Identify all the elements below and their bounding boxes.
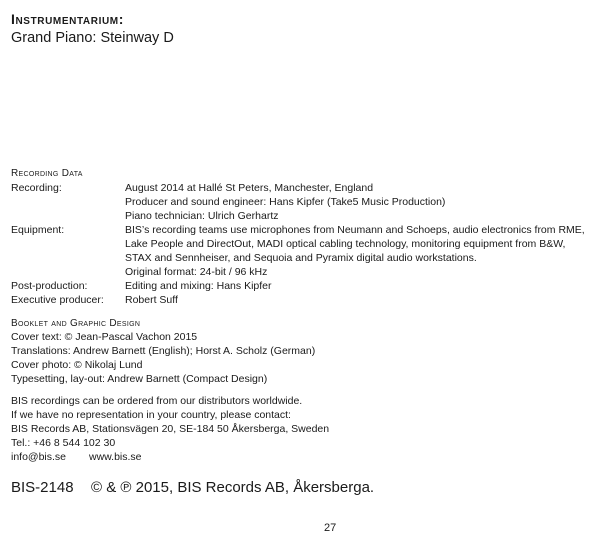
booklet-line: Translations: Andrew Barnett (English); Horst A. Scholz (German)	[11, 345, 316, 357]
booklet-line: Cover text: © Jean-Pascal Vachon 2015	[11, 331, 198, 343]
distribution-line: BIS Records AB, Stationsvägen 20, SE-184 50 Åkersberga, Sweden	[11, 423, 330, 435]
booklet-line: Typesetting, lay-out: Andrew Barnett (Compact Design)	[11, 373, 268, 385]
executive-producer-label: Executive producer:	[11, 294, 104, 306]
equipment-line: Lake People and DirectOut, MADI optical cabling technology, monitoring equipment from B&W,	[125, 238, 566, 250]
page-number: 27	[324, 522, 337, 534]
instrumentarium-text: Grand Piano: Steinway D	[11, 30, 174, 46]
recording-line: August 2014 at Hallé St Peters, Manchester, England	[125, 182, 374, 194]
post-production-line: Editing and mixing: Hans Kipfer	[125, 280, 272, 292]
equipment-line: STAX and Sennheiser, and Sequoia and Pyramix digital audio workstations.	[125, 252, 477, 264]
executive-producer-line: Robert Suff	[125, 294, 178, 306]
booklet-heading: Booklet and Graphic Design	[11, 318, 141, 329]
recording-data-heading: Recording Data	[11, 168, 83, 179]
equipment-line: BIS’s recording teams use microphones from Neumann and Schoeps, audio electronics from RME,	[125, 224, 585, 236]
recording-line: Piano technician: Ulrich Gerhartz	[125, 210, 279, 222]
booklet-line: Cover photo: © Nikolaj Lund	[11, 359, 143, 371]
website-link[interactable]: www.bis.se	[89, 451, 142, 463]
instrumentarium-heading: Instrumentarium:	[11, 11, 124, 27]
equipment-line: Original format: 24-bit / 96 kHz	[125, 266, 268, 278]
recording-line: Producer and sound engineer: Hans Kipfer (Take5 Music Production)	[125, 196, 446, 208]
recording-label: Recording:	[11, 182, 62, 194]
distribution-line: Tel.: +46 8 544 102 30	[11, 437, 116, 449]
distribution-line: BIS recordings can be ordered from our distributors worldwide.	[11, 395, 303, 407]
email-link[interactable]: info@bis.se	[11, 451, 67, 463]
post-production-label: Post-production:	[11, 280, 88, 292]
equipment-label: Equipment:	[11, 224, 65, 236]
copyright-notice: © & ℗ 2015, BIS Records AB, Åkersberga.	[91, 479, 375, 496]
catalog-number: BIS-2148	[11, 479, 74, 496]
distribution-line: If we have no representation in your country, please contact:	[11, 409, 291, 421]
